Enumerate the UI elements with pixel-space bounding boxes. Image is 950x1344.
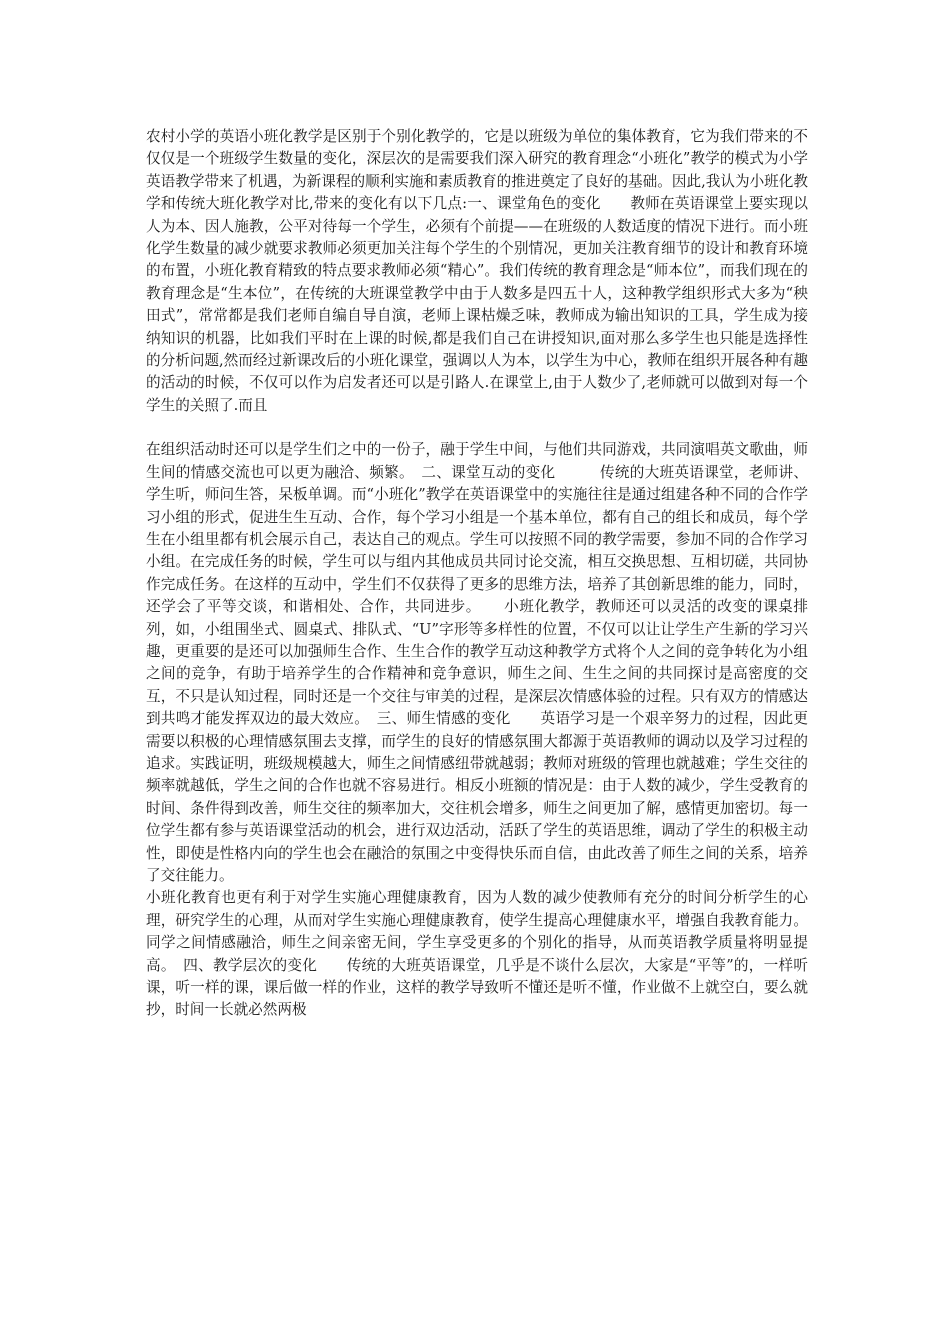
document-body (146, 126, 808, 1022)
paragraph-1: 农村小学的英语小班化教学是区别于个别化教学的，它是以班级为单位的集体教育，它为我们带来的不仅仅是一个班级学生数量的变化，深层次的是需要我们深入研究的教育理念“小班化”教学的模式为小学英语教学带来了机遇，为新课程的顺利实施和素质教育的推进奠定了良好的基础。因此,我认为小班化教学和传统大班化教学对比,带来的变化有以下几点:一、课堂角色的变化 教师在英语课堂上要实现以人为本、因人施教，公平对待每一个学生，必须有个前提——在班级的人数适度的情况下进行。而小班化学生数量的减少就要求教师必须更加关注每个学生的个别情况，更加关注教育细节的设计和教育环境的布置，小班化教育精致的特点要求教师必须“精心”。我们传统的教育理念是“师本位”，而我们现在的教育理念是“生本位”，在传统的大班课堂教学中由于人数多是四五十人，这种教学组织形式大多为“秧田式”，常常都是我们老师自编自导自演，老师上课枯燥乏味，教师成为输出知识的工具，学生成为接纳知识的机器，比如我们平时在上课的时候,都是我们自己在讲授知识,面对那么多学生也只能是选择性的分析问题,然而经过新课改后的小班化课堂，强调以人为本，以学生为中心，教师在组织开展各种有趣的活动的时候，不仅可以作为启发者还可以是引路人.在课堂上,由于人数少了,老师就可以做到对每一个学生的关照了.而且 (146, 128, 808, 414)
paragraph-2: 在组织活动时还可以是学生们之中的一份子，融于学生中间，与他们共同游戏，共同演唱英文歌曲，师生间的情感交流也可以更为融洽、频繁。 二、课堂互动的变化 传统的大班英语课堂，老师讲、学生听，师问生答，呆板单调。而“小班化”教学在英语课堂中的实施往往是通过组建各种不同的合作学习小组的形式，促进生生互动、合作，每个学习小组是一个基本单位，都有自己的组长和成员，每个学生在小组里都有机会展示自己，表达自己的观点。学生可以按照不同的教学需要，参加不同的合作学习小组。在完成任务的时候，学生可以与组内其他成员共同讨论交流，相互交换思想、互相切磋，共同协作完成任务。在这样的互动中，学生们不仅获得了更多的思维方法，培养了其创新思维的能力，同时，还学会了平等交谈，和谐相处、合作，共同进步。 小班化教学，教师还可以灵活的改变的课桌排列，如，小组围坐式、圆桌式、排队式、“U”字形等多样性的位置，不仅可以让让学生产生新的学习兴趣，更重要的是还可以加强师生合作、生生合作的教学互动这种教学方式将个人之间的竞争转化为小组之间的竞争，有助于培养学生的合作精神和竞争意识，师生之间、生生之间的共同探讨是高密度的交互，不只是认知过程，同时还是一个交往与审美的过程，是深层次情感体验的过程。只有双方的情感达到共鸣才能发挥双边的最大效应。 三、师生情感的变化 英语学习是一个艰辛努力的过程，因此更需要以积极的心理情感氛围去支撑，而学生的良好的情感氛围大都源于英语教师的调动以及学习过程的追求。实践证明，班级规模越大，师生之间情感纽带就越弱；教师对班级的管理也就越难；学生交往的频率就越低，学生之间的合作也就不容易进行。相反小班额的情况是：由于人数的减少，学生受教育的时间、条件得到改善，师生交往的频率加大，交往机会增多，师生之间更加了解，感情更加密切。每一位学生都有参与英语课堂活动的机会，进行双边活动，活跃了学生的英语思维，调动了学生的积极主动性，即使是性格内向的学生也会在融洽的氛围之中变得快乐而自信，由此改善了师生之间的关系，培养了交往能力。 (146, 441, 808, 884)
paragraph-3: 小班化教育也更有利于对学生实施心理健康教育，因为人数的减少使教师有充分的时间分析学生的心理，研究学生的心理，从而对学生实施心理健康教育，使学生提高心理健康水平，增强自我教育能力。同学之间情感融洽，师生之间亲密无间，学生享受更多的个别化的指导，从而英语教学质量将明显提高。 四、教学层次的变化 传统的大班英语课堂，几乎是不谈什么层次，大家是“平等”的，一样听课，听一样的课，课后做一样的作业，这样的教学导致听不懂还是听不懂，作业做不上就空白，要么就抄，时间一长就必然两极 (146, 889, 808, 1019)
